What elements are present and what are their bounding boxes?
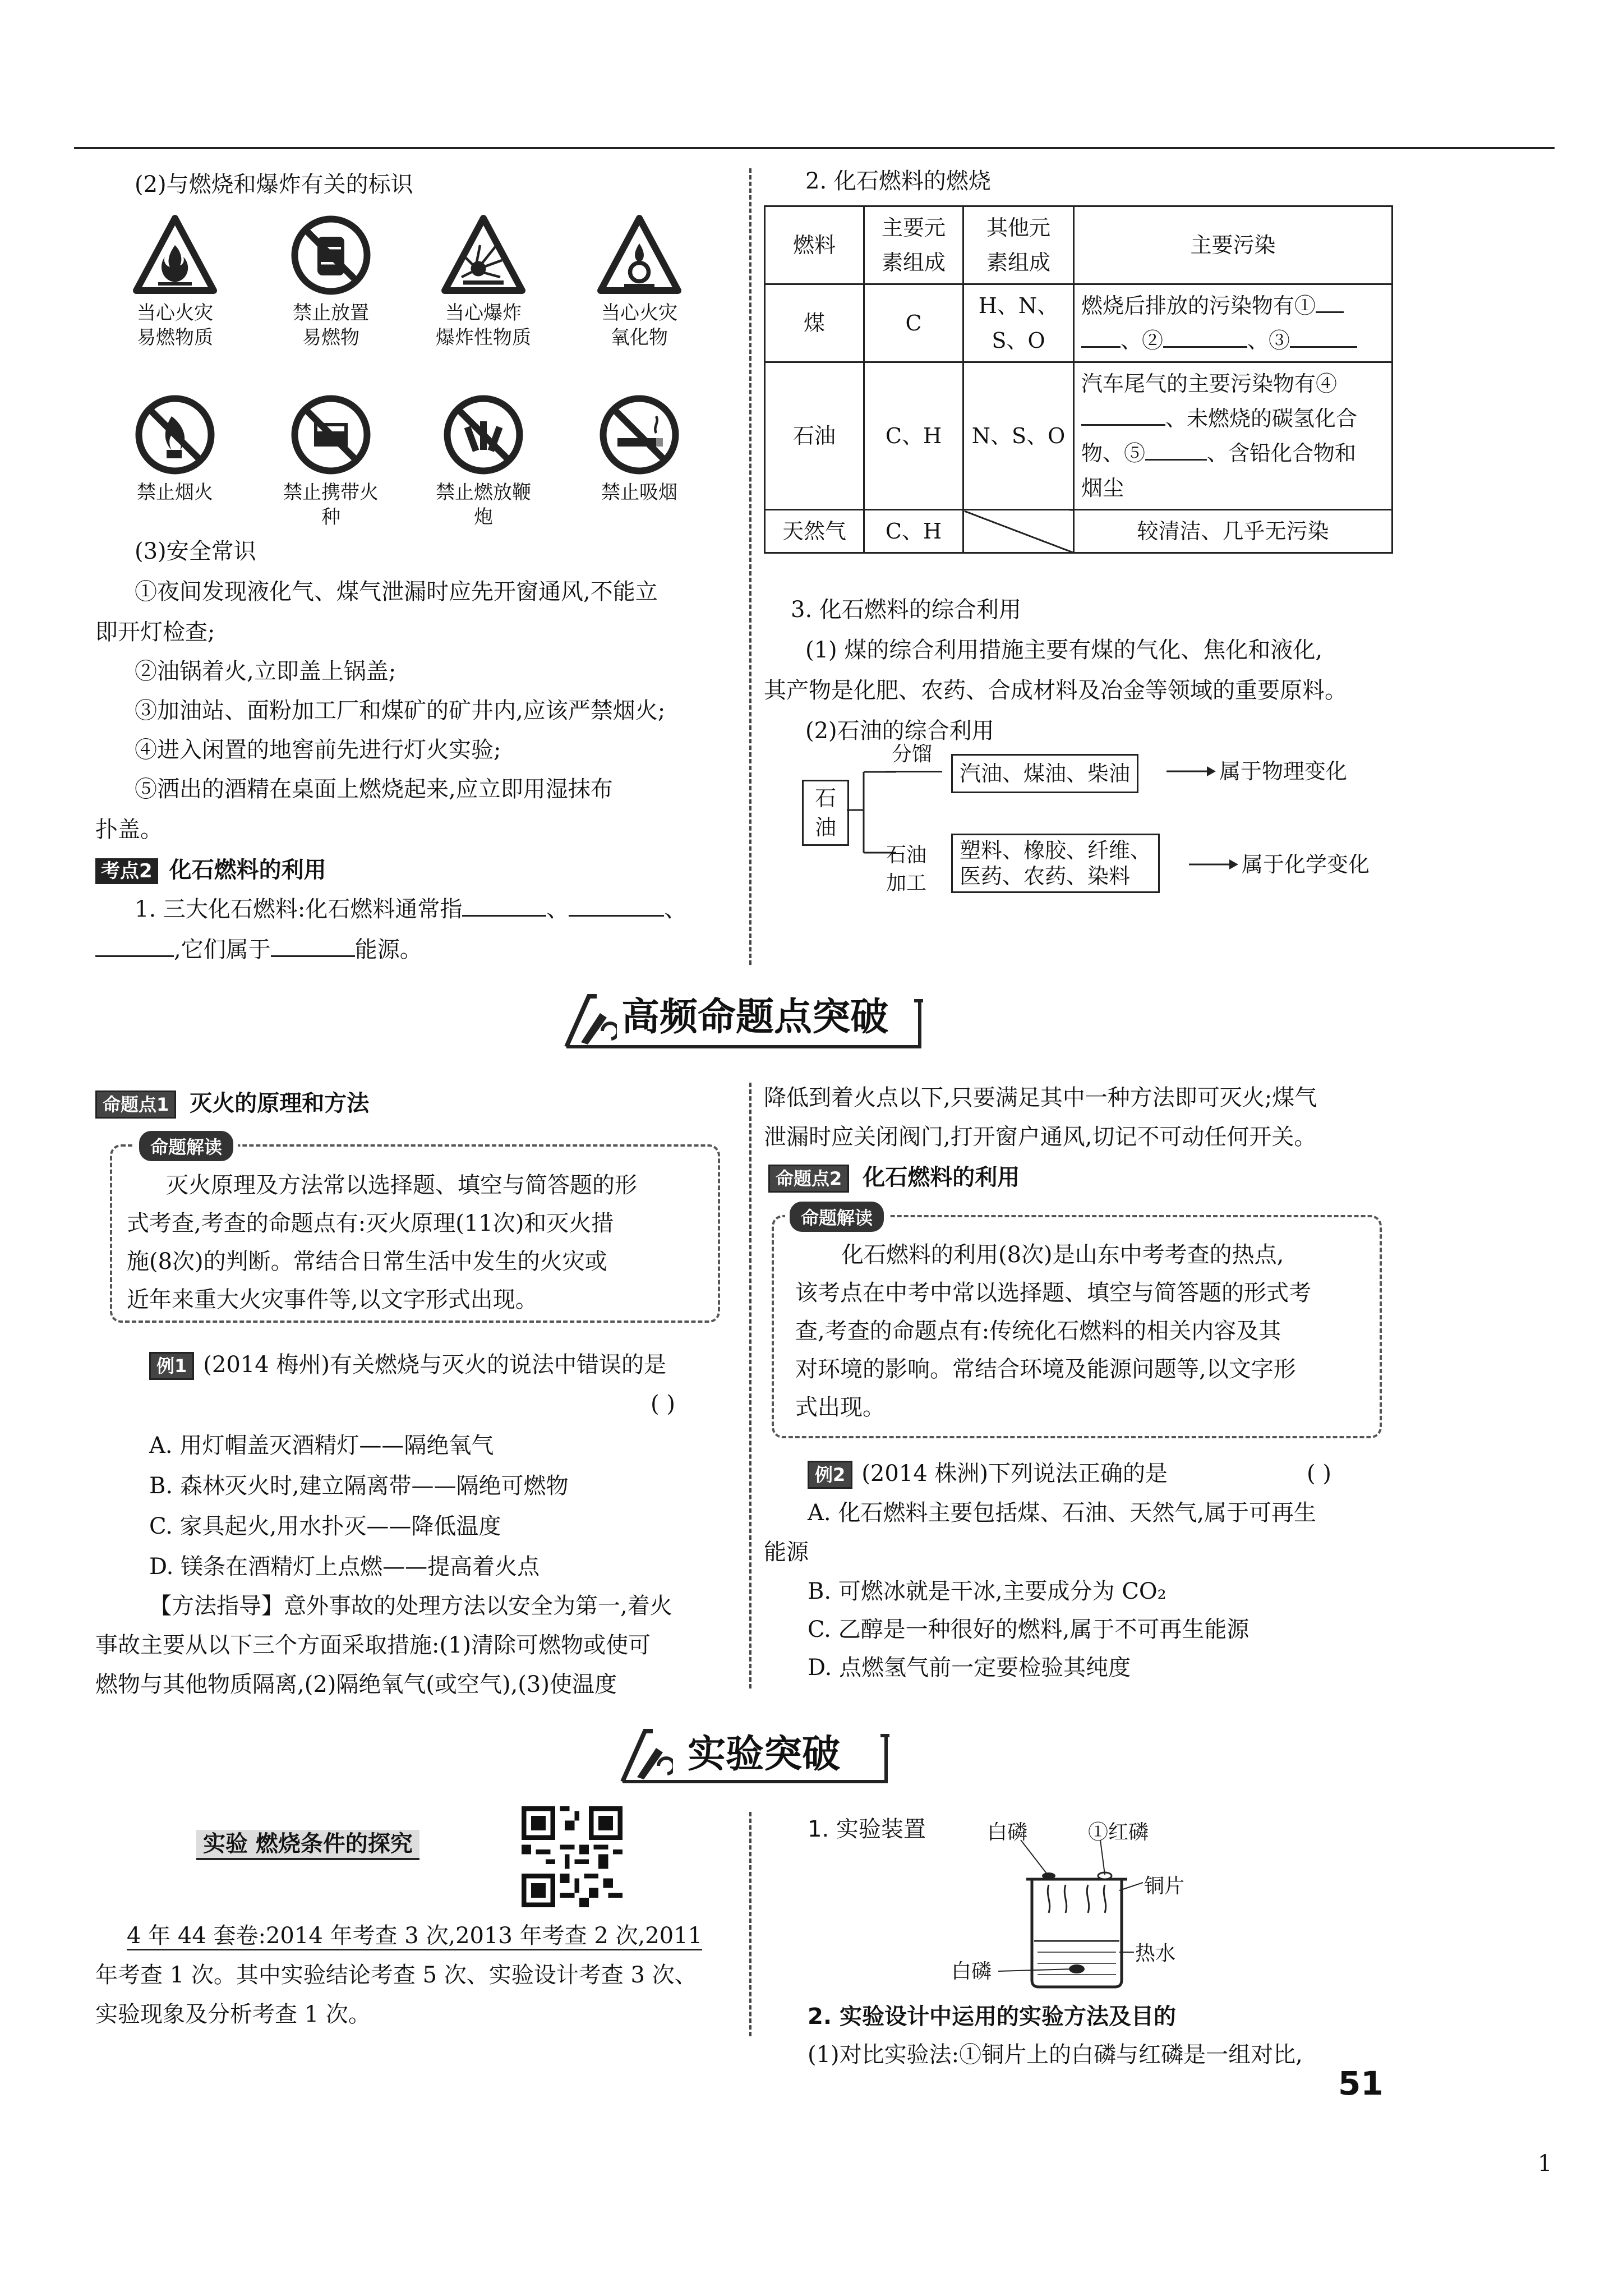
branch-1-box: 汽油、煤油、柴油 — [951, 754, 1138, 793]
interpretation-tag-label: 命题解读 — [790, 1202, 884, 1232]
banner-title: 高频命题点突破 — [621, 995, 889, 1039]
source-text: 油 — [814, 815, 836, 840]
top-rule — [74, 147, 1555, 149]
experiment-title — [196, 1823, 419, 1865]
option-d[interactable]: D. 点燃氢气前一定要检验其纯度 — [808, 1655, 1131, 1681]
sign-caption: 当心火灾 — [601, 302, 677, 324]
kaodian-tag: 考点2 — [95, 858, 158, 884]
table-header — [1074, 206, 1393, 284]
oxidizer-warning-icon — [597, 213, 681, 297]
sign-caption: 禁止携带火种 — [283, 481, 379, 528]
option-b[interactable]: B. 可燃冰就是干冰,主要成分为 CO₂ — [808, 1579, 1166, 1604]
option-c[interactable]: C. 乙醇是一种很好的燃料,属于不可再生能源 — [808, 1617, 1249, 1642]
table-cell: C、H — [864, 362, 963, 510]
table-header — [963, 206, 1074, 284]
mingti-1-heading — [95, 1083, 369, 1124]
safety-item-3: ③加油站、面粉加工厂和煤矿的矿井内,应该严禁烟火; — [135, 698, 666, 724]
safety-item-4: ④进入闲置的地窖前先进行灯火实验; — [135, 737, 501, 763]
table-cell — [1074, 284, 1393, 362]
exam-count-line: 年考查 1 次。其中实验结论考查 5 次、实验设计考查 3 次、 — [95, 1962, 697, 1988]
branch-label-text: 石油 — [886, 844, 927, 867]
no-smoking-icon — [597, 393, 681, 477]
sign-caption: 禁止烟火 — [137, 481, 213, 504]
sign-caption: 爆炸性物质 — [436, 326, 531, 349]
no-flammables-icon — [289, 213, 373, 297]
interpretation-tag — [135, 1131, 238, 1161]
label-hot-water: 热水 — [1135, 1942, 1176, 1965]
flammable-warning-icon — [133, 213, 217, 297]
interpretation-line: 灭火原理及方法常以选择题、填空与简答题的形 — [166, 1172, 637, 1198]
question-1-cont — [95, 929, 422, 970]
header-text: 主要元 — [881, 215, 946, 240]
arrow-icon — [1189, 856, 1239, 873]
interpretation-tag-label: 命题解读 — [139, 1131, 233, 1161]
interpretation-line: 该考点在中考中常以选择题、填空与简答题的形式考 — [795, 1280, 1311, 1306]
example-question: (2014 株洲)下列说法正确的是 — [861, 1461, 1168, 1487]
no-fireworks-icon — [441, 393, 525, 477]
header-text: 素组成 — [881, 250, 946, 275]
pollution-text: 、③ — [1247, 328, 1290, 353]
sign-no-flammables — [280, 213, 381, 350]
sign-flammable — [125, 213, 225, 350]
arrow-icon — [1166, 763, 1217, 780]
exam-count-line: 实验现象及分析考查 1 次。 — [95, 2001, 371, 2027]
interpretation-line: 施(8次)的判断。常结合日常生活中发生的火灾或 — [127, 1249, 607, 1274]
table-cell: H、N、S、O — [963, 284, 1074, 362]
comprehensive-use-heading: 3. 化石燃料的综合利用 — [791, 597, 1021, 623]
contrast-method-text: (1)对比实验法:①铜片上的白磷与红磷是一组对比, — [808, 2042, 1303, 2068]
mingti-tag: 命题点2 — [768, 1165, 849, 1193]
table-header-row — [765, 206, 1393, 284]
mingti-title: 化石燃料的利用 — [863, 1165, 1020, 1190]
answer-blank[interactable] — [95, 955, 174, 957]
sign-caption: 当心爆炸 — [445, 302, 522, 324]
q1-text: 能源。 — [354, 937, 422, 963]
table-cell: 石油 — [765, 362, 864, 510]
method-guide-line: 燃物与其他物质隔离,(2)隔绝氧气(或空气),(3)使温度 — [95, 1672, 617, 1697]
method-heading: 2. 实验设计中运用的实验方法及目的 — [808, 2004, 1176, 2030]
method-guide-cont: 降低到着火点以下,只要满足其中一种方法即可灭火;煤气 — [764, 1085, 1317, 1111]
method-guide-line: 事故主要从以下三个方面采取措施:(1)清除可燃物或使可 — [95, 1632, 651, 1658]
petroleum-use-heading: (2)石油的综合利用 — [805, 718, 994, 744]
table-header — [765, 206, 864, 284]
example-tag: 例1 — [149, 1352, 194, 1380]
safety-heading: (3)安全常识 — [135, 539, 256, 564]
pencil-icon — [578, 1007, 617, 1047]
no-open-flame-icon — [133, 393, 217, 477]
mingti-tag: 命题点1 — [95, 1091, 176, 1119]
answer-blank[interactable] — [1163, 346, 1247, 348]
branch-1-underline — [886, 771, 942, 772]
option-a[interactable]: A. 用灯帽盖灭酒精灯——隔绝氧气 — [149, 1433, 494, 1458]
interpretation-line: 查,考查的命题点有:传统化石燃料的相关内容及其 — [795, 1318, 1281, 1344]
pollution-text: 、② — [1121, 328, 1164, 353]
exam-count-text: 4 年 44 套卷:2014 年考查 3 次,2013 年考查 2 次,2011 — [127, 1923, 702, 1950]
safety-item-1: ①夜间发现液化气、煤气泄漏时应先开窗通风,不能立 — [135, 579, 658, 605]
kaodian-title: 化石燃料的利用 — [169, 857, 326, 883]
answer-blank[interactable] — [271, 955, 355, 957]
table-cell-empty — [963, 510, 1074, 553]
table-cell: C、H — [864, 510, 963, 553]
coal-use-text-cont: 其产物是化肥、农药、合成材料及冶金等领域的重要原料。 — [764, 678, 1347, 703]
banner-title: 实验突破 — [688, 1732, 841, 1777]
sign-no-smoking — [589, 393, 690, 505]
label-copper-sheet: 铜片 — [1144, 1875, 1185, 1898]
footer-number: 1 — [1538, 2151, 1552, 2177]
table-cell: 较清洁、几乎无污染 — [1074, 510, 1393, 553]
table-row — [765, 284, 1393, 362]
table-cell: 天然气 — [765, 510, 864, 553]
table-cell — [1074, 362, 1393, 510]
option-a[interactable]: A. 化石燃料主要包括煤、石油、天然气,属于可再生 — [808, 1500, 1317, 1526]
column-divider-bottom — [749, 1812, 751, 2036]
header-text: 其他元 — [986, 215, 1050, 240]
sign-caption: 禁止吸烟 — [601, 481, 677, 504]
branch-2-label — [886, 841, 926, 898]
branch-1-label: 分馏 — [892, 743, 933, 766]
option-d[interactable]: D. 镁条在酒精灯上点燃——提高着火点 — [149, 1554, 540, 1580]
section-banner-2 — [617, 1720, 897, 1793]
petroleum-diagram — [802, 743, 1419, 895]
signs-heading: (2)与燃烧和爆炸有关的标识 — [135, 172, 413, 197]
table-cell: 煤 — [765, 284, 864, 362]
q1-text: 1. 三大化石燃料:化石燃料通常指 — [135, 896, 463, 922]
sign-explosive — [433, 213, 534, 350]
interpretation-line: 近年来重大火灾事件等,以文字形式出现。 — [127, 1287, 538, 1313]
sign-no-tinder — [280, 393, 381, 530]
pollution-text: 物、⑤ — [1081, 441, 1146, 466]
fuel-table — [764, 205, 1393, 554]
coal-use-text: (1) 煤的综合利用措施主要有煤的气化、焦化和液化, — [805, 637, 1323, 663]
answer-paren[interactable]: ( ) — [651, 1391, 675, 1417]
q1-sep: 、 — [546, 896, 569, 922]
experiment-title-text: 实验 燃烧条件的探究 — [196, 1830, 419, 1860]
method-guide-cont: 泄漏时应关闭阀门,打开窗户通风,切记不可动任何开关。 — [764, 1124, 1317, 1150]
table-header — [864, 206, 963, 284]
answer-blank[interactable] — [462, 915, 546, 917]
pollution-text: 、未燃烧的碳氢化合 — [1165, 406, 1358, 431]
label-white-phosphorus-bottom: 白磷 — [951, 1960, 992, 1983]
header-text: 燃料 — [792, 233, 836, 257]
column-divider-mid — [749, 1083, 751, 1688]
petroleum-source-box — [802, 780, 849, 846]
source-text: 石 — [814, 786, 836, 811]
option-b[interactable]: B. 森林灭火时,建立隔离带——隔绝可燃物 — [149, 1473, 569, 1499]
pollution-text: 、含铅化合物和 — [1207, 441, 1357, 466]
sign-oxidizer — [589, 213, 690, 350]
box-text: 医药、农药、染料 — [960, 864, 1131, 889]
interpretation-line: 化石燃料的利用(8次)是山东中考考查的热点, — [841, 1242, 1284, 1268]
sign-no-fireworks — [433, 393, 534, 530]
table-cell: C — [864, 284, 963, 362]
explosive-warning-icon — [441, 213, 525, 297]
safety-item-5: ⑤洒出的酒精在桌面上燃烧起来,应立即用湿抹布 — [135, 776, 613, 802]
table-row — [765, 510, 1393, 553]
q1-sep: 、 — [664, 896, 687, 922]
table-cell: N、S、O — [963, 362, 1074, 510]
page-number: 51 — [1338, 2064, 1384, 2102]
answer-blank[interactable] — [1316, 311, 1344, 313]
branch-2-box — [951, 834, 1160, 893]
sign-caption: 易燃物 — [302, 326, 359, 349]
answer-paren[interactable]: ( ) — [1307, 1461, 1331, 1487]
example-tag: 例2 — [808, 1461, 852, 1489]
pollution-text: 燃烧后排放的污染物有① — [1081, 293, 1316, 318]
header-text: 素组成 — [986, 250, 1050, 275]
pollution-text: 烟尘 — [1081, 476, 1124, 500]
exam-count-line — [127, 1915, 702, 1957]
sign-no-open-flame — [125, 393, 225, 505]
example-1-heading — [149, 1344, 666, 1386]
option-c[interactable]: C. 家具起火,用水扑灭——降低温度 — [149, 1513, 501, 1539]
safety-item-5-cont: 扑盖。 — [95, 817, 163, 843]
mingti-2-heading — [768, 1157, 1020, 1198]
label-white-phosphorus-top: 白磷 — [987, 1821, 1028, 1844]
label-red-phosphorus: ①红磷 — [1088, 1821, 1149, 1844]
option-a-cont: 能源 — [764, 1539, 809, 1565]
method-guide-line: 【方法指导】意外事故的处理方法以安全为第一,着火 — [149, 1593, 672, 1619]
branch-label-text: 加工 — [886, 872, 927, 895]
section-banner-1 — [561, 985, 931, 1058]
safety-item-1-cont: 即开灯检查; — [95, 619, 215, 645]
table-row — [765, 362, 1393, 510]
answer-blank[interactable] — [569, 915, 664, 917]
safety-item-2: ②油锅着火,立即盖上锅盖; — [135, 659, 396, 684]
label-leader-lines — [976, 1834, 1211, 1997]
box-text: 塑料、橡胶、纤维、 — [960, 838, 1152, 863]
sign-caption: 易燃物质 — [137, 326, 213, 349]
answer-blank[interactable] — [1081, 346, 1121, 348]
interpretation-line: 式出现。 — [795, 1395, 885, 1420]
qr-code-icon[interactable] — [522, 1806, 623, 1907]
interpretation-line: 式考查,考查的命题点有:灭火原理(11次)和灭火措 — [127, 1211, 614, 1236]
header-text: 主要污染 — [1190, 233, 1276, 257]
answer-blank[interactable] — [1081, 424, 1165, 426]
sign-caption: 当心火灾 — [137, 302, 213, 324]
interpretation-tag — [785, 1202, 888, 1232]
fuel-burning-heading: 2. 化石燃料的燃烧 — [805, 168, 991, 194]
sign-caption: 氧化物 — [611, 326, 668, 349]
branch-2-result: 属于化学变化 — [1242, 852, 1370, 877]
pencil-icon — [634, 1742, 673, 1782]
sign-caption: 禁止燃放鞭炮 — [436, 481, 531, 528]
kaodian-2-heading — [95, 849, 326, 891]
apparatus-diagram — [951, 1821, 1211, 1997]
no-tinder-icon — [289, 393, 373, 477]
branch-1-result: 属于物理变化 — [1219, 759, 1348, 784]
apparatus-heading: 1. 实验装置 — [808, 1816, 926, 1842]
question-1 — [135, 889, 686, 930]
answer-blank[interactable] — [1145, 459, 1207, 461]
sign-caption: 禁止放置 — [293, 302, 369, 324]
answer-blank[interactable] — [1290, 346, 1357, 348]
mingti-title: 灭火的原理和方法 — [190, 1091, 370, 1116]
column-divider-top — [749, 168, 751, 965]
example-2-heading — [808, 1453, 1168, 1494]
interpretation-line: 对环境的影响。常结合环境及能源问题等,以文字形 — [795, 1356, 1296, 1382]
pollution-text: 汽车尾气的主要污染物有④ — [1081, 371, 1338, 396]
example-question: (2014 梅州)有关燃烧与灭火的说法中错误的是 — [203, 1352, 667, 1378]
q1-text: ,它们属于 — [174, 937, 271, 963]
